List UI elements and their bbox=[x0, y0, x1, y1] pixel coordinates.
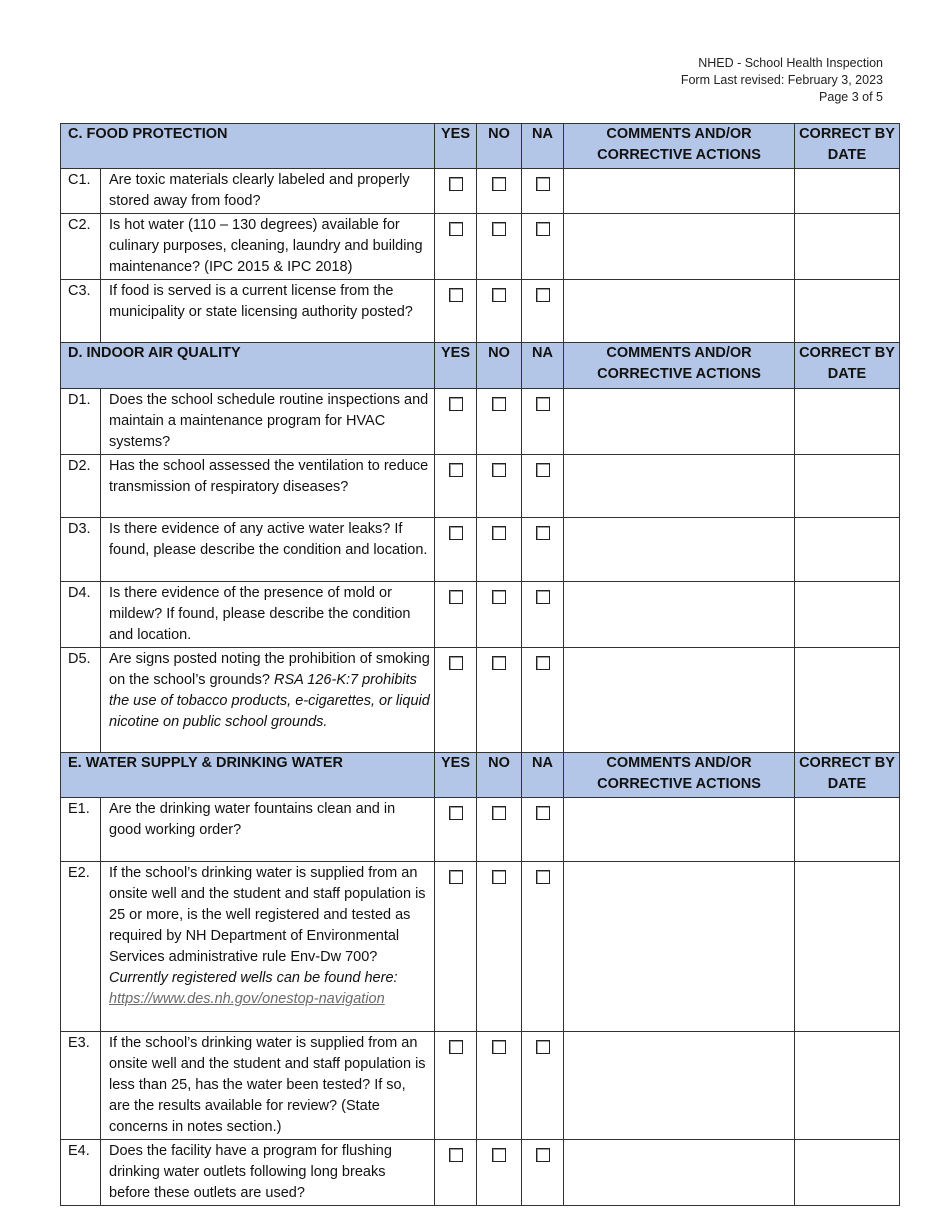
comments-cell[interactable] bbox=[564, 862, 795, 1032]
table-row bbox=[61, 582, 900, 648]
item-question: Are toxic materials clearly labeled and properly stored away from food? bbox=[101, 169, 435, 214]
yes-checkbox[interactable] bbox=[449, 1040, 463, 1054]
no-checkbox[interactable] bbox=[492, 870, 506, 884]
na-checkbox[interactable] bbox=[536, 1148, 550, 1162]
no-checkbox[interactable] bbox=[492, 177, 506, 191]
comments-cell[interactable] bbox=[564, 214, 795, 280]
na-checkbox[interactable] bbox=[536, 870, 550, 884]
no-checkbox[interactable] bbox=[492, 288, 506, 302]
item-question: If food is served is a current license from the municipality or state licensing authority posted? bbox=[101, 280, 435, 343]
yes-checkbox[interactable] bbox=[449, 870, 463, 884]
col-correct-by: CORRECT BY DATE bbox=[795, 343, 900, 389]
na-checkbox[interactable] bbox=[536, 806, 550, 820]
correct-by-date-cell[interactable] bbox=[795, 214, 900, 280]
table-row bbox=[61, 280, 900, 343]
col-yes: YES bbox=[435, 753, 477, 798]
na-checkbox[interactable] bbox=[536, 1040, 550, 1054]
comments-cell[interactable] bbox=[564, 648, 795, 753]
correct-by-date-cell[interactable] bbox=[795, 1140, 900, 1206]
no-checkbox[interactable] bbox=[492, 222, 506, 236]
col-na: NA bbox=[522, 343, 564, 389]
comments-cell[interactable] bbox=[564, 518, 795, 582]
item-question: Is there evidence of the presence of mold or mildew? If found, please describe the condition and location. bbox=[101, 582, 435, 648]
inspection-table bbox=[60, 123, 900, 1206]
table-row bbox=[61, 862, 900, 1032]
col-no: NO bbox=[477, 753, 522, 798]
na-checkbox[interactable] bbox=[536, 288, 550, 302]
item-question: Does the facility have a program for flushing drinking water outlets following long breaks before these outlets are used? bbox=[101, 1140, 435, 1206]
comments-cell[interactable] bbox=[564, 280, 795, 343]
col-comments: COMMENTS AND/OR CORRECTIVE ACTIONS bbox=[564, 124, 795, 169]
yes-checkbox[interactable] bbox=[449, 463, 463, 477]
comments-cell[interactable] bbox=[564, 169, 795, 214]
yes-checkbox[interactable] bbox=[449, 656, 463, 670]
no-checkbox[interactable] bbox=[492, 463, 506, 477]
yes-checkbox[interactable] bbox=[449, 397, 463, 411]
onestop-navigation-link[interactable]: https://www.des.nh.gov/onestop-navigation bbox=[109, 991, 385, 1007]
yes-checkbox[interactable] bbox=[449, 526, 463, 540]
yes-checkbox[interactable] bbox=[449, 288, 463, 302]
col-yes: YES bbox=[435, 124, 477, 169]
item-code: E1. bbox=[61, 798, 101, 862]
table-row bbox=[61, 648, 900, 753]
item-code: D3. bbox=[61, 518, 101, 582]
no-checkbox[interactable] bbox=[492, 1148, 506, 1162]
na-checkbox[interactable] bbox=[536, 656, 550, 670]
no-checkbox[interactable] bbox=[492, 397, 506, 411]
item-code: C3. bbox=[61, 280, 101, 343]
col-correct-by: CORRECT BY DATE bbox=[795, 124, 900, 169]
item-code: D2. bbox=[61, 455, 101, 518]
yes-checkbox[interactable] bbox=[449, 177, 463, 191]
item-code: E2. bbox=[61, 862, 101, 1032]
yes-checkbox[interactable] bbox=[449, 590, 463, 604]
comments-cell[interactable] bbox=[564, 1032, 795, 1140]
section-title: E. WATER SUPPLY & DRINKING WATER bbox=[61, 753, 435, 798]
col-comments: COMMENTS AND/OR CORRECTIVE ACTIONS bbox=[564, 343, 795, 389]
item-note: Currently registered wells can be found here: bbox=[109, 970, 398, 986]
form-title: NHED - School Health Inspection bbox=[698, 56, 883, 70]
correct-by-date-cell[interactable] bbox=[795, 518, 900, 582]
revision-date: Form Last revised: February 3, 2023 bbox=[680, 73, 883, 87]
col-na: NA bbox=[522, 124, 564, 169]
item-code: E4. bbox=[61, 1140, 101, 1206]
item-question: Has the school assessed the ventilation to reduce transmission of respiratory diseases? bbox=[101, 455, 435, 518]
comments-cell[interactable] bbox=[564, 455, 795, 518]
yes-checkbox[interactable] bbox=[449, 1148, 463, 1162]
correct-by-date-cell[interactable] bbox=[795, 169, 900, 214]
na-checkbox[interactable] bbox=[536, 397, 550, 411]
item-code: D4. bbox=[61, 582, 101, 648]
correct-by-date-cell[interactable] bbox=[795, 582, 900, 648]
col-na: NA bbox=[522, 753, 564, 798]
item-question: Are the drinking water fountains clean and in good working order? bbox=[101, 798, 435, 862]
item-question: Is hot water (110 – 130 degrees) available for culinary purposes, cleaning, laundry and building maintenance? (IPC 2015 & IPC 2018) bbox=[101, 214, 435, 280]
comments-cell[interactable] bbox=[564, 798, 795, 862]
page-number: Page 3 of 5 bbox=[819, 90, 883, 104]
na-checkbox[interactable] bbox=[536, 177, 550, 191]
correct-by-date-cell[interactable] bbox=[795, 798, 900, 862]
item-code: D5. bbox=[61, 648, 101, 753]
na-checkbox[interactable] bbox=[536, 222, 550, 236]
na-checkbox[interactable] bbox=[536, 526, 550, 540]
correct-by-date-cell[interactable] bbox=[795, 1032, 900, 1140]
section-title: D. INDOOR AIR QUALITY bbox=[61, 343, 435, 389]
item-code: C2. bbox=[61, 214, 101, 280]
col-comments: COMMENTS AND/OR CORRECTIVE ACTIONS bbox=[564, 753, 795, 798]
na-checkbox[interactable] bbox=[536, 463, 550, 477]
table-row bbox=[61, 214, 900, 280]
correct-by-date-cell[interactable] bbox=[795, 648, 900, 753]
page-header bbox=[681, 55, 883, 106]
yes-checkbox[interactable] bbox=[449, 222, 463, 236]
section-title: C. FOOD PROTECTION bbox=[61, 124, 435, 169]
item-question: If the school’s drinking water is supplied from an onsite well and the student and staff population is less than 25, has the water been tested? If so, are the results available for review? (State concerns in notes section.) bbox=[101, 1032, 435, 1140]
item-code: C1. bbox=[61, 169, 101, 214]
section-header-water-supply bbox=[61, 753, 900, 798]
yes-checkbox[interactable] bbox=[449, 806, 463, 820]
table-row bbox=[61, 1032, 900, 1140]
item-question: Is there evidence of any active water leaks? If found, please describe the condition and location. bbox=[101, 518, 435, 582]
col-yes: YES bbox=[435, 343, 477, 389]
item-question: If the school’s drinking water is supplied from an onsite well and the student and staff population is 25 or more, is the well registered and tested as required by NH Department of Environmental Services administrative rule Env-Dw 700? Currently registered wells can be found here: https://www.des.nh.gov/onestop-navigation bbox=[101, 862, 435, 1032]
section-header-food-protection bbox=[61, 124, 900, 169]
table-row bbox=[61, 518, 900, 582]
comments-cell[interactable] bbox=[564, 582, 795, 648]
correct-by-date-cell[interactable] bbox=[795, 389, 900, 455]
table-row bbox=[61, 455, 900, 518]
table-row bbox=[61, 1140, 900, 1206]
item-question: Does the school schedule routine inspections and maintain a maintenance program for HVAC systems? bbox=[101, 389, 435, 455]
correct-by-date-cell[interactable] bbox=[795, 280, 900, 343]
no-checkbox[interactable] bbox=[492, 656, 506, 670]
item-code: E3. bbox=[61, 1032, 101, 1140]
item-question: Are signs posted noting the prohibition of smoking on the school’s grounds? RSA 126-K:7 prohibits the use of tobacco products, e-cigarettes, or liquid nicotine on public school grounds. bbox=[101, 648, 435, 753]
no-checkbox[interactable] bbox=[492, 526, 506, 540]
col-correct-by: CORRECT BY DATE bbox=[795, 753, 900, 798]
col-no: NO bbox=[477, 343, 522, 389]
na-checkbox[interactable] bbox=[536, 590, 550, 604]
item-code: D1. bbox=[61, 389, 101, 455]
section-header-indoor-air-quality bbox=[61, 343, 900, 389]
comments-cell[interactable] bbox=[564, 1140, 795, 1206]
table-row bbox=[61, 389, 900, 455]
correct-by-date-cell[interactable] bbox=[795, 455, 900, 518]
comments-cell[interactable] bbox=[564, 389, 795, 455]
correct-by-date-cell[interactable] bbox=[795, 862, 900, 1032]
table-row bbox=[61, 169, 900, 214]
no-checkbox[interactable] bbox=[492, 806, 506, 820]
item-note: RSA 126-K:7 prohibits the use of tobacco products, e-cigarettes, or liquid nicotine on public school grounds. bbox=[109, 672, 430, 730]
no-checkbox[interactable] bbox=[492, 590, 506, 604]
no-checkbox[interactable] bbox=[492, 1040, 506, 1054]
col-no: NO bbox=[477, 124, 522, 169]
table-row bbox=[61, 798, 900, 862]
